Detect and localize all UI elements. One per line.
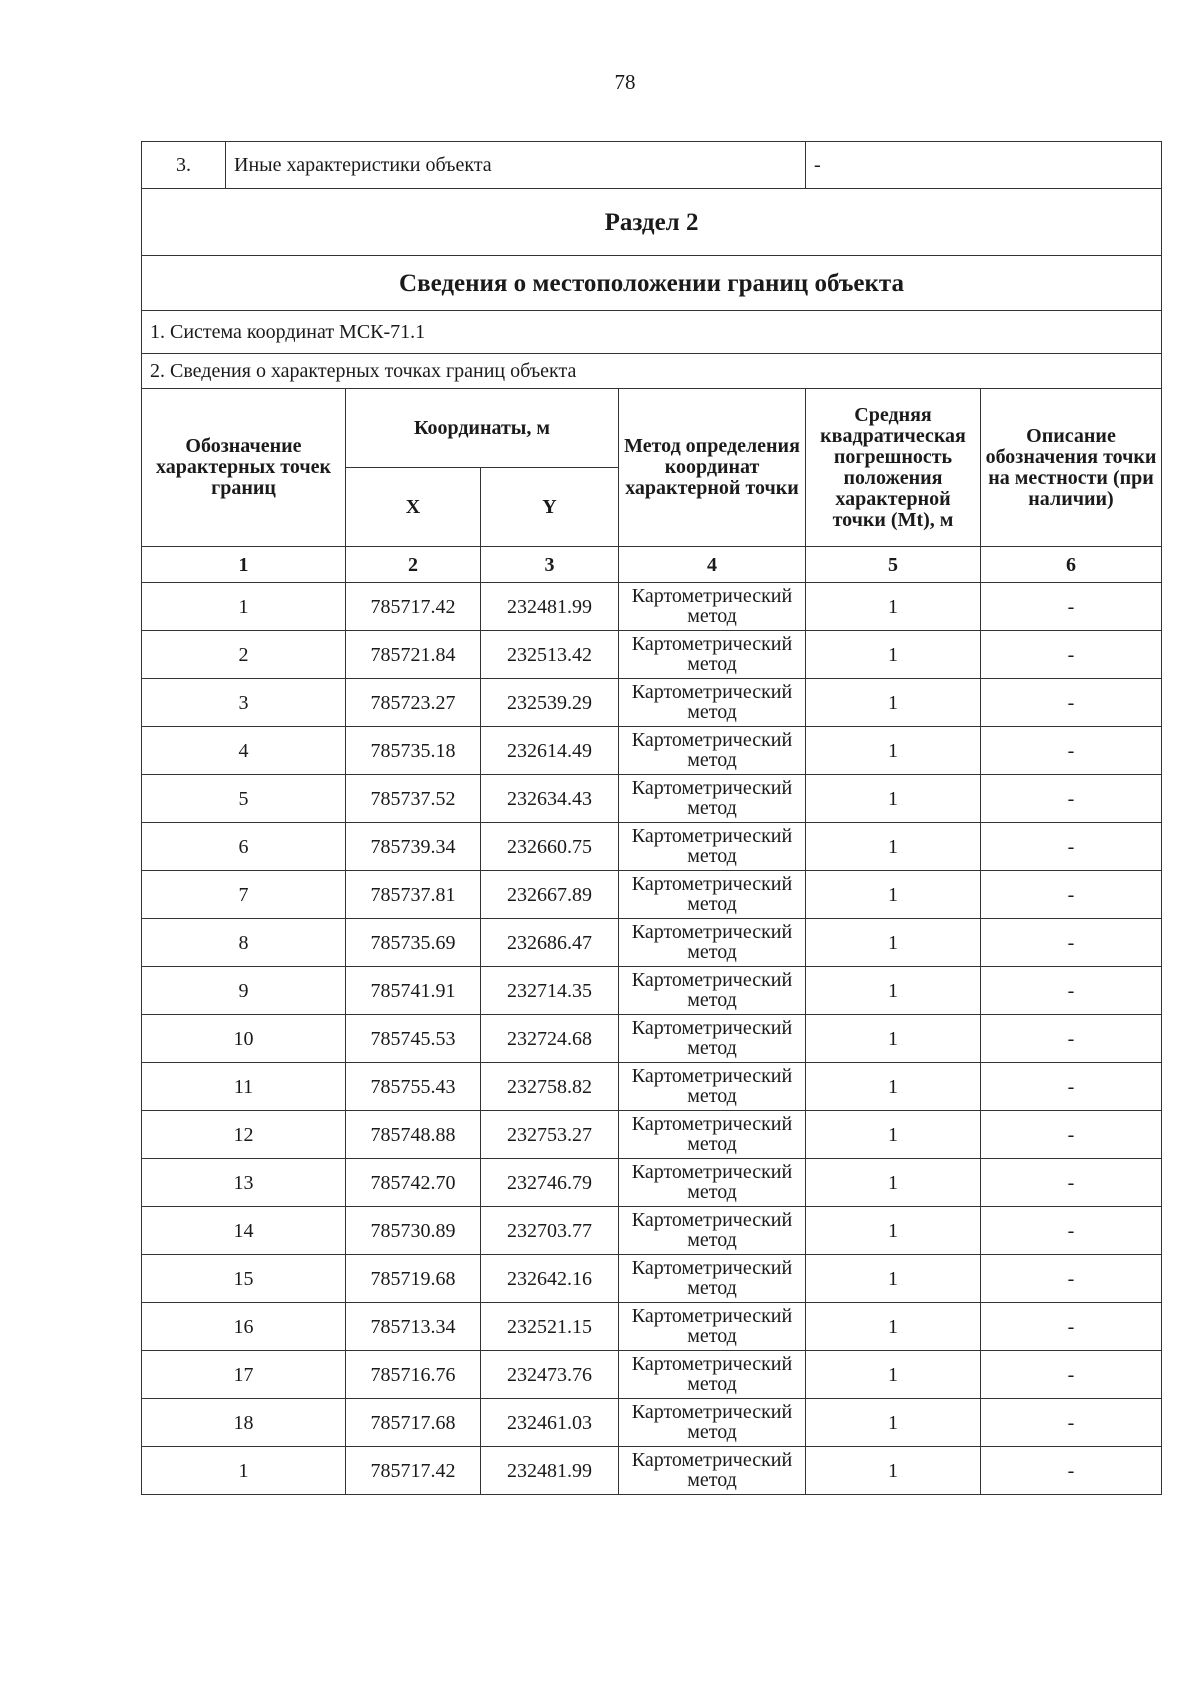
- description-cell: -: [981, 1303, 1162, 1351]
- method-cell: Картометрический метод: [619, 631, 806, 679]
- x-coordinate-cell: 785741.91: [346, 967, 481, 1015]
- y-coordinate-cell: 232481.99: [481, 1447, 619, 1495]
- y-coordinate-cell: 232539.29: [481, 679, 619, 727]
- description-cell: -: [981, 1207, 1162, 1255]
- point-id-cell: 16: [142, 1303, 346, 1351]
- header-y: Y: [481, 468, 619, 547]
- characteristics-value: -: [806, 142, 1162, 189]
- column-numbers-row: [142, 547, 1162, 583]
- point-id-cell: 13: [142, 1159, 346, 1207]
- y-coordinate-cell: 232724.68: [481, 1015, 619, 1063]
- method-cell: Картометрический метод: [619, 775, 806, 823]
- point-id-cell: 5: [142, 775, 346, 823]
- x-coordinate-cell: 785716.76: [346, 1351, 481, 1399]
- x-coordinate-cell: 785748.88: [346, 1111, 481, 1159]
- error-cell: 1: [806, 1399, 981, 1447]
- description-cell: -: [981, 1015, 1162, 1063]
- y-coordinate-cell: 232703.77: [481, 1207, 619, 1255]
- point-id-cell: 14: [142, 1207, 346, 1255]
- method-cell: Картометрический метод: [619, 1207, 806, 1255]
- error-cell: 1: [806, 919, 981, 967]
- error-cell: 1: [806, 727, 981, 775]
- method-cell: Картометрический метод: [619, 871, 806, 919]
- characteristics-number: 3.: [142, 142, 226, 189]
- x-coordinate-cell: 785737.81: [346, 871, 481, 919]
- error-cell: 1: [806, 1159, 981, 1207]
- header-coordinates: Координаты, м: [346, 389, 619, 468]
- y-coordinate-cell: 232686.47: [481, 919, 619, 967]
- method-cell: Картометрический метод: [619, 823, 806, 871]
- y-coordinate-cell: 232481.99: [481, 583, 619, 631]
- error-cell: 1: [806, 1255, 981, 1303]
- description-cell: -: [981, 583, 1162, 631]
- header-error: Средняя квадратическая погрешность положения характерной точки (Mt), м: [806, 389, 981, 547]
- x-coordinate-cell: 785739.34: [346, 823, 481, 871]
- error-cell: 1: [806, 1207, 981, 1255]
- method-cell: Картометрический метод: [619, 1015, 806, 1063]
- error-cell: 1: [806, 583, 981, 631]
- point-id-cell: 10: [142, 1015, 346, 1063]
- table-row: [142, 1063, 1162, 1111]
- y-coordinate-cell: 232660.75: [481, 823, 619, 871]
- y-coordinate-cell: 232758.82: [481, 1063, 619, 1111]
- method-cell: Картометрический метод: [619, 1255, 806, 1303]
- table-row: [142, 1159, 1162, 1207]
- table-row: [142, 1447, 1162, 1495]
- x-coordinate-cell: 785717.68: [346, 1399, 481, 1447]
- table-row: [142, 583, 1162, 631]
- column-number: 1: [142, 547, 346, 583]
- x-coordinate-cell: 785713.34: [346, 1303, 481, 1351]
- table-row: [142, 631, 1162, 679]
- x-coordinate-cell: 785735.69: [346, 919, 481, 967]
- header-method: Метод определения координат характерной точки: [619, 389, 806, 547]
- table-row: [142, 1255, 1162, 1303]
- description-cell: -: [981, 967, 1162, 1015]
- section-subtitle: Сведения о местоположении границ объекта: [142, 256, 1162, 311]
- x-coordinate-cell: 785719.68: [346, 1255, 481, 1303]
- point-id-cell: 1: [142, 1447, 346, 1495]
- y-coordinate-cell: 232614.49: [481, 727, 619, 775]
- error-cell: 1: [806, 1303, 981, 1351]
- method-cell: Картометрический метод: [619, 1447, 806, 1495]
- description-cell: -: [981, 679, 1162, 727]
- description-cell: -: [981, 823, 1162, 871]
- point-id-cell: 9: [142, 967, 346, 1015]
- column-number: 3: [481, 547, 619, 583]
- method-cell: Картометрический метод: [619, 583, 806, 631]
- error-cell: 1: [806, 1111, 981, 1159]
- y-coordinate-cell: 232521.15: [481, 1303, 619, 1351]
- y-coordinate-cell: 232634.43: [481, 775, 619, 823]
- x-coordinate-cell: 785735.18: [346, 727, 481, 775]
- table-row: [142, 1111, 1162, 1159]
- column-number: 2: [346, 547, 481, 583]
- error-cell: 1: [806, 775, 981, 823]
- point-id-cell: 3: [142, 679, 346, 727]
- y-coordinate-cell: 232461.03: [481, 1399, 619, 1447]
- description-cell: -: [981, 727, 1162, 775]
- error-cell: 1: [806, 1063, 981, 1111]
- error-cell: 1: [806, 1447, 981, 1495]
- method-cell: Картометрический метод: [619, 1111, 806, 1159]
- header-description: Описание обозначения точки на местности (при наличии): [981, 389, 1162, 547]
- description-cell: -: [981, 1399, 1162, 1447]
- x-coordinate-cell: 785717.42: [346, 1447, 481, 1495]
- table-row: [142, 919, 1162, 967]
- method-cell: Картометрический метод: [619, 1351, 806, 1399]
- table-row: [142, 823, 1162, 871]
- table-row: [142, 1015, 1162, 1063]
- y-coordinate-cell: 232746.79: [481, 1159, 619, 1207]
- table-row: [142, 775, 1162, 823]
- point-id-cell: 11: [142, 1063, 346, 1111]
- table-row: [142, 1351, 1162, 1399]
- error-cell: 1: [806, 1351, 981, 1399]
- description-cell: -: [981, 775, 1162, 823]
- point-id-cell: 2: [142, 631, 346, 679]
- description-cell: -: [981, 631, 1162, 679]
- error-cell: 1: [806, 871, 981, 919]
- point-id-cell: 12: [142, 1111, 346, 1159]
- point-id-cell: 4: [142, 727, 346, 775]
- method-cell: Картометрический метод: [619, 1159, 806, 1207]
- boundary-table: [141, 141, 1162, 1495]
- x-coordinate-cell: 785745.53: [346, 1015, 481, 1063]
- header-designation: Обозначение характерных точек границ: [142, 389, 346, 547]
- point-id-cell: 15: [142, 1255, 346, 1303]
- description-cell: -: [981, 919, 1162, 967]
- points-title: 2. Сведения о характерных точках границ объекта: [142, 354, 1162, 389]
- method-cell: Картометрический метод: [619, 727, 806, 775]
- point-id-cell: 6: [142, 823, 346, 871]
- point-id-cell: 1: [142, 583, 346, 631]
- table-row: [142, 679, 1162, 727]
- table-row: [142, 1399, 1162, 1447]
- error-cell: 1: [806, 679, 981, 727]
- section-title: Раздел 2: [142, 189, 1162, 256]
- table-row: [142, 1303, 1162, 1351]
- point-id-cell: 17: [142, 1351, 346, 1399]
- description-cell: -: [981, 1159, 1162, 1207]
- method-cell: Картометрический метод: [619, 1399, 806, 1447]
- table-row: [142, 967, 1162, 1015]
- y-coordinate-cell: 232753.27: [481, 1111, 619, 1159]
- y-coordinate-cell: 232513.42: [481, 631, 619, 679]
- method-cell: Картометрический метод: [619, 1303, 806, 1351]
- description-cell: -: [981, 1351, 1162, 1399]
- header-x: X: [346, 468, 481, 547]
- error-cell: 1: [806, 631, 981, 679]
- y-coordinate-cell: 232714.35: [481, 967, 619, 1015]
- column-number: 4: [619, 547, 806, 583]
- method-cell: Картометрический метод: [619, 679, 806, 727]
- error-cell: 1: [806, 967, 981, 1015]
- characteristics-row: [142, 142, 1162, 189]
- x-coordinate-cell: 785730.89: [346, 1207, 481, 1255]
- error-cell: 1: [806, 823, 981, 871]
- x-coordinate-cell: 785755.43: [346, 1063, 481, 1111]
- table-row: [142, 1207, 1162, 1255]
- method-cell: Картометрический метод: [619, 1063, 806, 1111]
- page-number: 78: [614, 70, 636, 94]
- description-cell: -: [981, 1447, 1162, 1495]
- description-cell: -: [981, 871, 1162, 919]
- x-coordinate-cell: 785721.84: [346, 631, 481, 679]
- y-coordinate-cell: 232642.16: [481, 1255, 619, 1303]
- characteristics-label: Иные характеристики объекта: [226, 142, 806, 189]
- point-id-cell: 18: [142, 1399, 346, 1447]
- method-cell: Картометрический метод: [619, 919, 806, 967]
- point-id-cell: 8: [142, 919, 346, 967]
- column-number: 5: [806, 547, 981, 583]
- x-coordinate-cell: 785723.27: [346, 679, 481, 727]
- table-row: [142, 727, 1162, 775]
- description-cell: -: [981, 1255, 1162, 1303]
- x-coordinate-cell: 785742.70: [346, 1159, 481, 1207]
- x-coordinate-cell: 785717.42: [346, 583, 481, 631]
- point-id-cell: 7: [142, 871, 346, 919]
- column-number: 6: [981, 547, 1162, 583]
- y-coordinate-cell: 232473.76: [481, 1351, 619, 1399]
- table-row: [142, 871, 1162, 919]
- description-cell: -: [981, 1111, 1162, 1159]
- y-coordinate-cell: 232667.89: [481, 871, 619, 919]
- x-coordinate-cell: 785737.52: [346, 775, 481, 823]
- method-cell: Картометрический метод: [619, 967, 806, 1015]
- error-cell: 1: [806, 1015, 981, 1063]
- coordinate-system: 1. Система координат МСК-71.1: [142, 311, 1162, 354]
- description-cell: -: [981, 1063, 1162, 1111]
